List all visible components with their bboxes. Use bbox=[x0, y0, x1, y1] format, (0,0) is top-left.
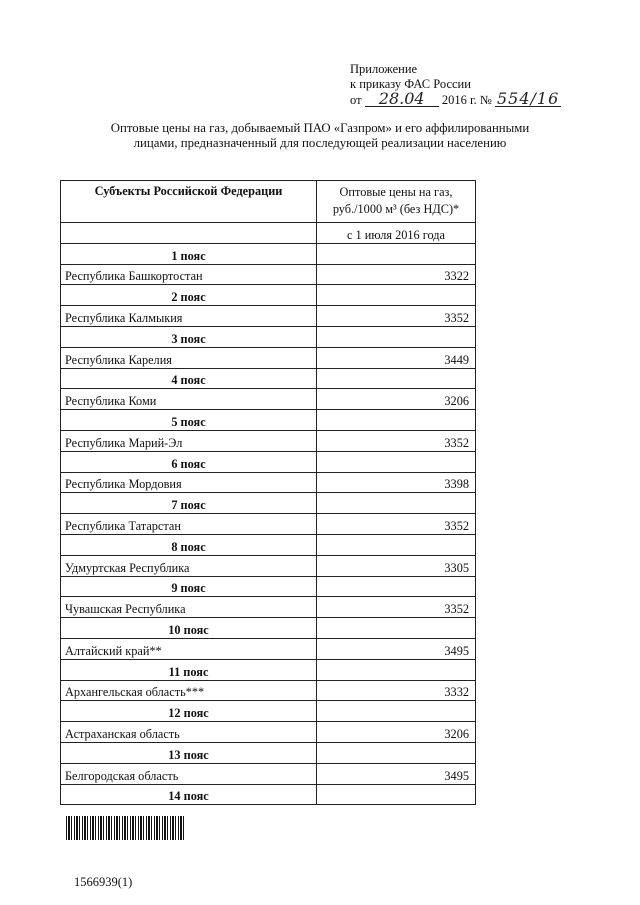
region-name: Республика Карелия bbox=[61, 347, 317, 368]
header-prices-line2: руб./1000 м³ (без НДС)* bbox=[332, 202, 460, 216]
zone-empty-cell bbox=[317, 534, 476, 555]
region-price: 3352 bbox=[317, 430, 476, 451]
zone-label: 5 пояс bbox=[61, 410, 317, 431]
zone-empty-cell bbox=[317, 451, 476, 472]
appendix-year: 2016 г. № bbox=[441, 93, 492, 107]
region-name: Республика Марий-Эл bbox=[61, 430, 317, 451]
region-row bbox=[61, 597, 476, 618]
zone-empty-cell bbox=[317, 659, 476, 680]
zone-label: 14 пояс bbox=[61, 784, 317, 805]
zone-row bbox=[61, 326, 476, 347]
zone-label: 1 пояс bbox=[61, 243, 317, 264]
zone-row bbox=[61, 784, 476, 805]
zone-label: 3 пояс bbox=[61, 326, 317, 347]
appendix-block bbox=[350, 62, 561, 108]
zone-row bbox=[61, 576, 476, 597]
region-row bbox=[61, 306, 476, 327]
zone-row bbox=[61, 534, 476, 555]
appendix-order-ref: к приказу ФАС России bbox=[350, 77, 471, 91]
since-empty-cell bbox=[61, 223, 317, 244]
header-prices bbox=[317, 181, 476, 223]
region-row bbox=[61, 264, 476, 285]
region-price: 3449 bbox=[317, 347, 476, 368]
zone-empty-cell bbox=[317, 576, 476, 597]
zone-label: 7 пояс bbox=[61, 493, 317, 514]
zone-row bbox=[61, 659, 476, 680]
region-name: Республика Мордовия bbox=[61, 472, 317, 493]
zone-label: 2 пояс bbox=[61, 285, 317, 306]
region-row bbox=[61, 514, 476, 535]
zone-row bbox=[61, 368, 476, 389]
header-regions: Субъекты Российской Федерации bbox=[61, 181, 317, 223]
zone-row bbox=[61, 742, 476, 763]
region-row bbox=[61, 555, 476, 576]
region-price: 3206 bbox=[317, 389, 476, 410]
zone-empty-cell bbox=[317, 618, 476, 639]
zone-row bbox=[61, 243, 476, 264]
region-row bbox=[61, 472, 476, 493]
region-name: Чувашская Республика bbox=[61, 597, 317, 618]
zone-row bbox=[61, 410, 476, 431]
zone-label: 13 пояс bbox=[61, 742, 317, 763]
appendix-title: Приложение bbox=[350, 62, 418, 76]
price-table bbox=[60, 180, 476, 805]
region-name: Республика Калмыкия bbox=[61, 306, 317, 327]
header-prices-line1: Оптовые цены на газ, bbox=[339, 185, 453, 199]
region-name: Республика Татарстан bbox=[61, 514, 317, 535]
region-row bbox=[61, 347, 476, 368]
region-row bbox=[61, 638, 476, 659]
region-row bbox=[61, 680, 476, 701]
zone-row bbox=[61, 493, 476, 514]
zone-empty-cell bbox=[317, 368, 476, 389]
region-row bbox=[61, 722, 476, 743]
table-header-row bbox=[61, 181, 476, 223]
appendix-date-line bbox=[350, 89, 561, 108]
zone-empty-cell bbox=[317, 493, 476, 514]
region-name: Белгородская область bbox=[61, 763, 317, 784]
region-price: 3352 bbox=[317, 597, 476, 618]
zone-empty-cell bbox=[317, 701, 476, 722]
zone-label: 9 пояс bbox=[61, 576, 317, 597]
region-row bbox=[61, 763, 476, 784]
region-price: 3495 bbox=[317, 638, 476, 659]
zone-row bbox=[61, 451, 476, 472]
region-price: 3398 bbox=[317, 472, 476, 493]
zone-empty-cell bbox=[317, 742, 476, 763]
region-price: 3495 bbox=[317, 763, 476, 784]
region-name: Удмуртская Республика bbox=[61, 555, 317, 576]
region-row bbox=[61, 389, 476, 410]
document-title: Оптовые цены на газ, добываемый ПАО «Газпром» и его аффилированными лицами, предназначенный для последующей реализации населению bbox=[110, 121, 530, 150]
region-price: 3206 bbox=[317, 722, 476, 743]
zone-empty-cell bbox=[317, 326, 476, 347]
zone-row bbox=[61, 618, 476, 639]
zone-empty-cell bbox=[317, 784, 476, 805]
barcode bbox=[66, 816, 184, 840]
zone-label: 6 пояс bbox=[61, 451, 317, 472]
region-price: 3352 bbox=[317, 514, 476, 535]
region-price: 3352 bbox=[317, 306, 476, 327]
region-price: 3332 bbox=[317, 680, 476, 701]
zone-row bbox=[61, 285, 476, 306]
region-name: Архангельская область*** bbox=[61, 680, 317, 701]
handwritten-number: 554/16 bbox=[496, 89, 560, 108]
region-name: Алтайский край** bbox=[61, 638, 317, 659]
region-name: Республика Башкортостан bbox=[61, 264, 317, 285]
region-name: Астраханская область bbox=[61, 722, 317, 743]
zone-label: 8 пояс bbox=[61, 534, 317, 555]
zone-label: 12 пояс bbox=[61, 701, 317, 722]
zone-label: 4 пояс bbox=[61, 368, 317, 389]
appendix-from: от bbox=[350, 93, 362, 107]
since-row bbox=[61, 223, 476, 244]
region-name: Республика Коми bbox=[61, 389, 317, 410]
region-price: 3322 bbox=[317, 264, 476, 285]
region-price: 3305 bbox=[317, 555, 476, 576]
zone-label: 10 пояс bbox=[61, 618, 317, 639]
zone-row bbox=[61, 701, 476, 722]
zone-empty-cell bbox=[317, 285, 476, 306]
since-date: с 1 июля 2016 года bbox=[317, 223, 476, 244]
document-id: 1566939(1) bbox=[74, 875, 133, 889]
zone-empty-cell bbox=[317, 410, 476, 431]
zone-label: 11 пояс bbox=[61, 659, 317, 680]
zone-empty-cell bbox=[317, 243, 476, 264]
region-row bbox=[61, 430, 476, 451]
handwritten-date: 28.04 bbox=[365, 92, 439, 107]
